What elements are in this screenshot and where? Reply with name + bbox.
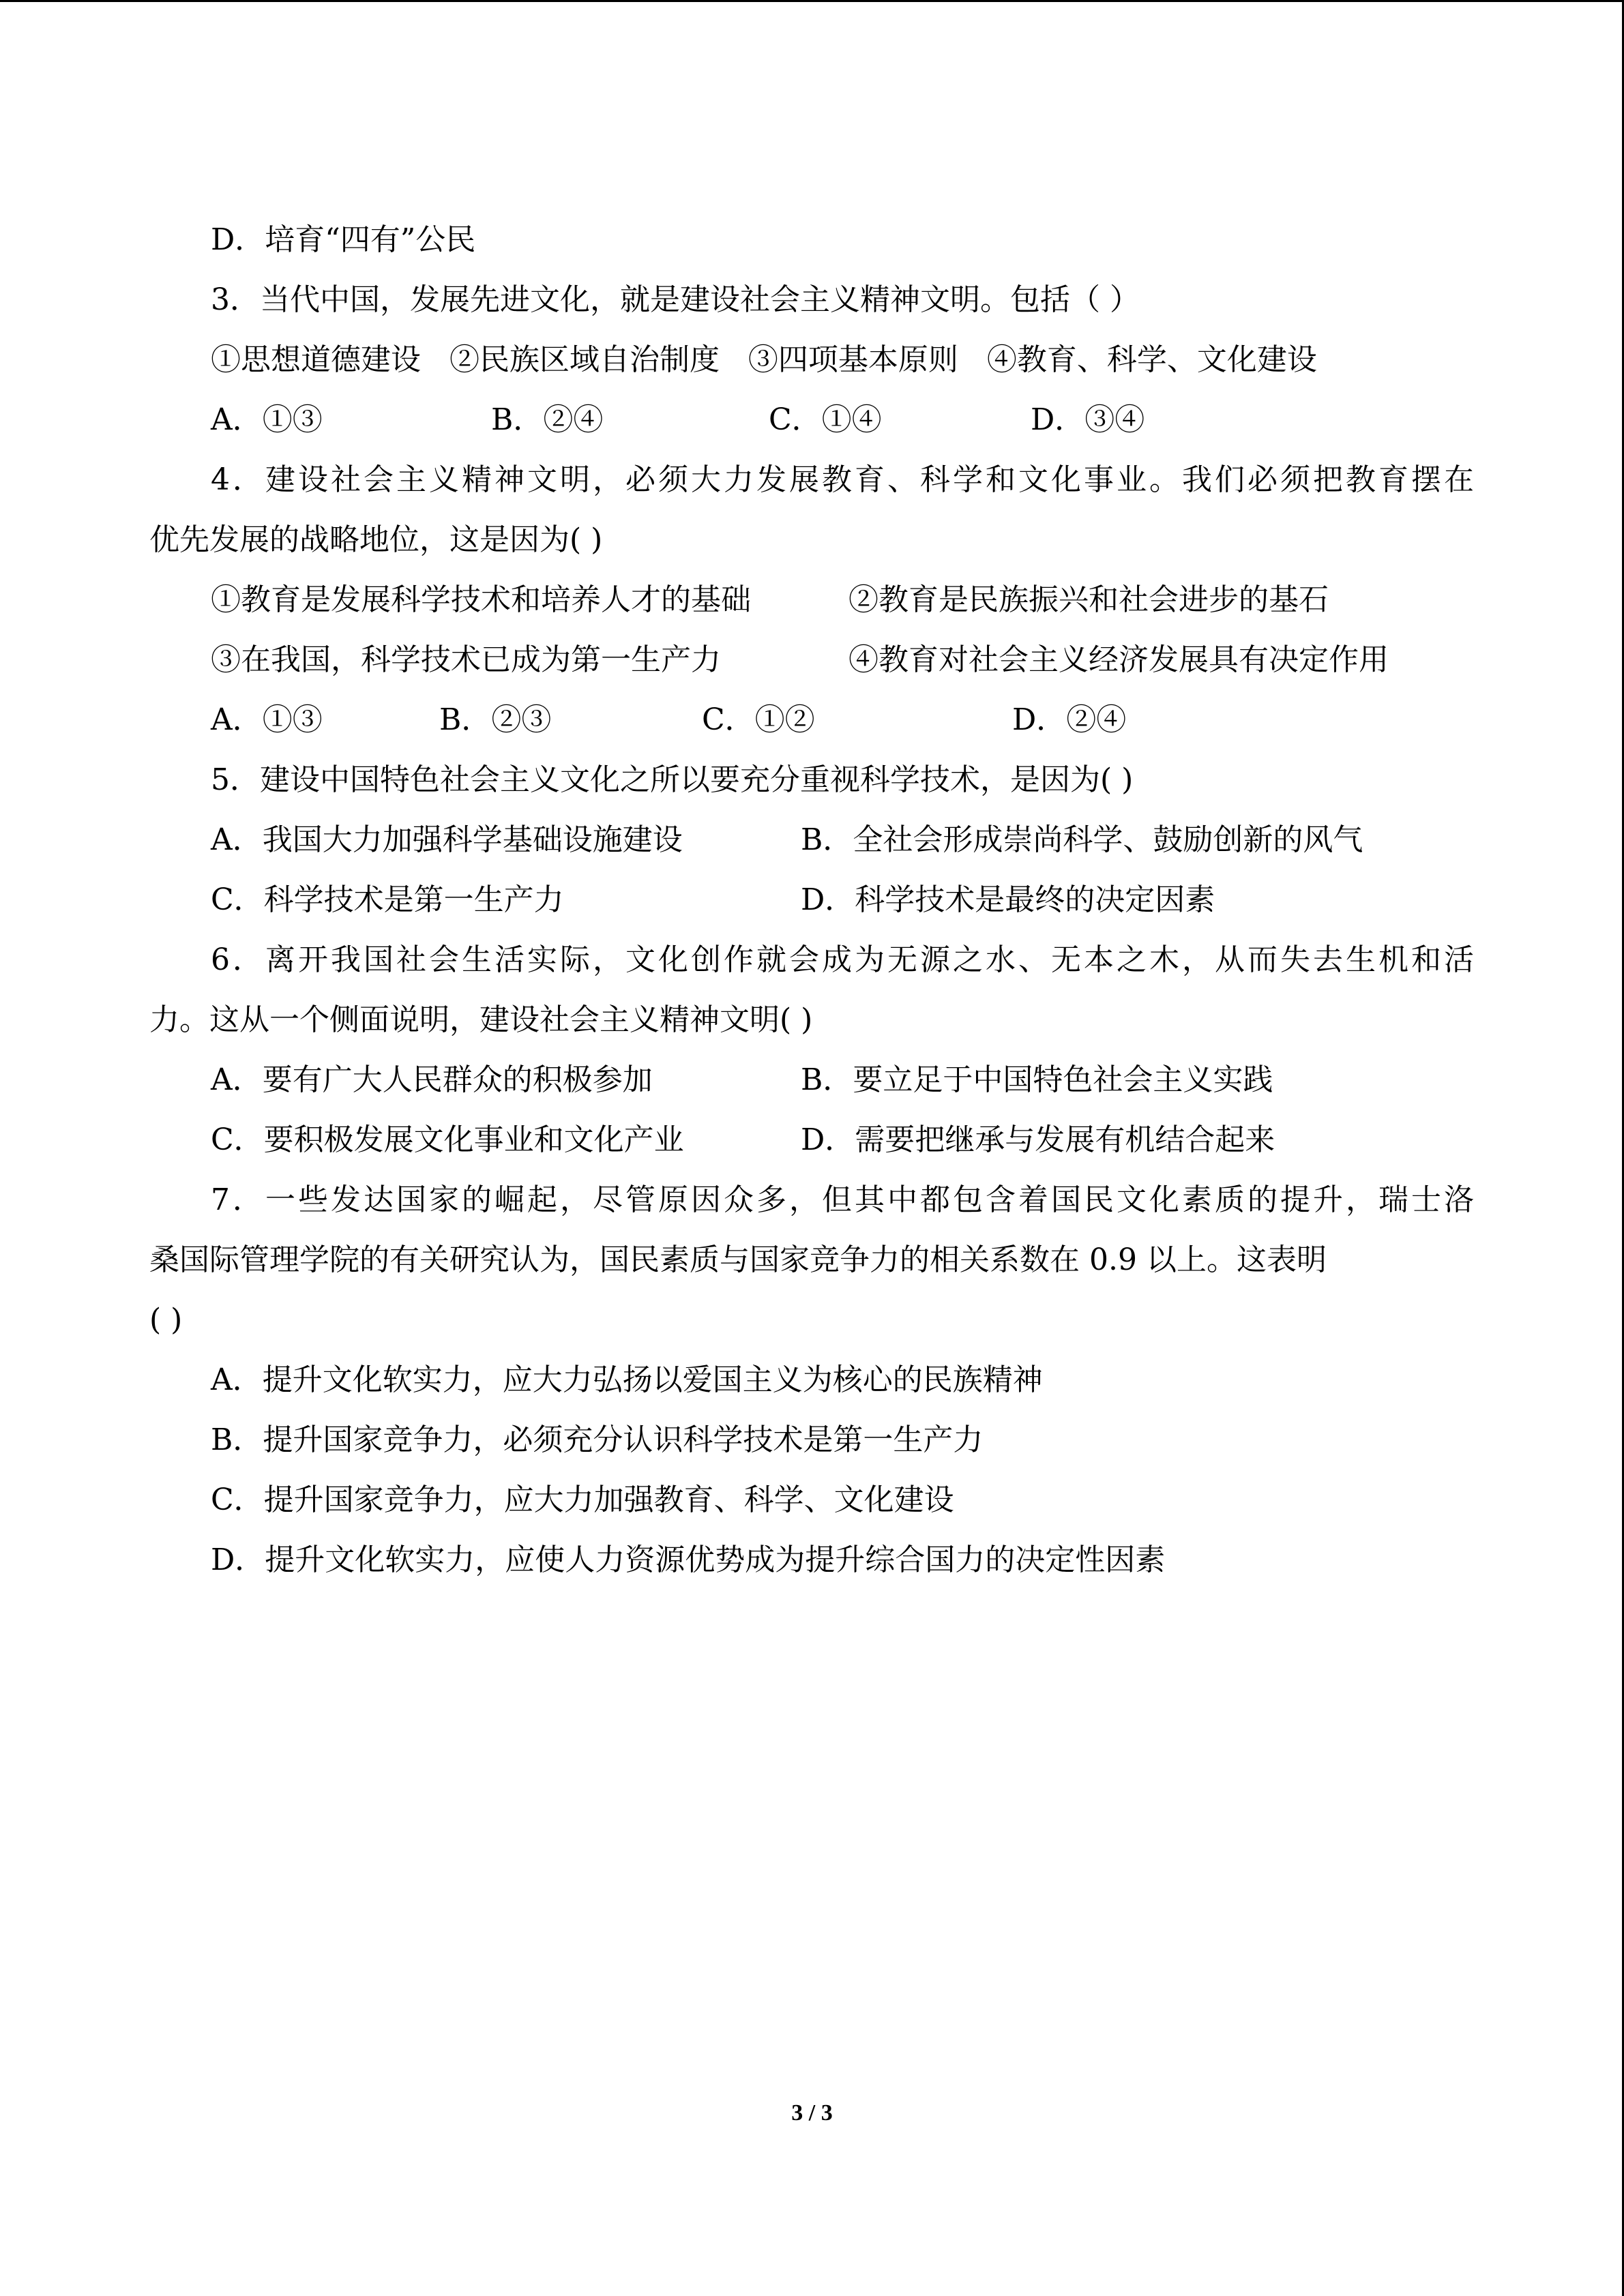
q4-options <box>149 690 1474 750</box>
q3-options <box>149 390 1474 450</box>
q5-option-d: D．科学技术是最终的决定因素 <box>801 882 1215 917</box>
q7-option-c: C．提升国家竞争力，应大力加强教育、科学、文化建设 <box>211 1482 954 1517</box>
q4-item-3: ③在我国，科学技术已成为第一生产力 <box>211 642 721 677</box>
q3-stem: 3．当代中国，发展先进文化，就是建设社会主义精神文明。包括（ ） <box>211 282 1140 317</box>
q4-option-b: B．②③ <box>439 702 552 737</box>
q5-options-row2 <box>149 870 1474 930</box>
q3-option-b: B．②④ <box>491 402 604 437</box>
q6-stem-line2: 力。这从一个侧面说明，建设社会主义精神文明( ) <box>149 1002 813 1037</box>
q5-option-a: A．我国大力加强科学基础设施建设 <box>211 822 683 857</box>
q4-option-a: A．①③ <box>211 702 323 737</box>
q4-option-c: C．①② <box>702 702 815 737</box>
q4-items-row1 <box>149 570 1474 630</box>
q6-options-row1 <box>149 1050 1474 1110</box>
q4-stem-line1: 4．建设社会主义精神文明，必须大力发展教育、科学和文化事业。我们必须把教育摆在 <box>211 462 1474 497</box>
q3-option-d: D．③④ <box>1031 402 1145 437</box>
q5-options-row1 <box>149 810 1474 870</box>
q5-option-c: C．科学技术是第一生产力 <box>211 882 564 917</box>
q6-stem-line1: 6．离开我国社会生活实际，文化创作就会成为无源之水、无本之木，从而失去生机和活 <box>211 942 1474 977</box>
q7-stem-line1: 7．一些发达国家的崛起，尽管原因众多，但其中都包含着国民文化素质的提升，瑞士洛 <box>211 1182 1474 1217</box>
q7-option-d: D．提升文化软实力，应使人力资源优势成为提升综合国力的决定性因素 <box>211 1542 1166 1577</box>
q4-item-1: ①教育是发展科学技术和培养人才的基础 <box>211 582 751 617</box>
page-number: 3 / 3 <box>791 2100 833 2126</box>
q4-items-row2 <box>149 630 1474 690</box>
q5-stem: 5．建设中国特色社会主义文化之所以要充分重视科学技术，是因为( ) <box>211 762 1134 797</box>
q6-option-a: A．要有广大人民群众的积极参加 <box>211 1062 653 1097</box>
q5-option-b: B．全社会形成崇尚科学、鼓励创新的风气 <box>801 822 1363 857</box>
q7-stem-line2: 桑国际管理学院的有关研究认为，国民素质与国家竞争力的相关系数在 0.9 以上。这表明 <box>149 1242 1327 1277</box>
q3-items: ①思想道德建设 ②民族区域自治制度 ③四项基本原则 ④教育、科学、文化建设 <box>211 342 1317 377</box>
q4-item-4: ④教育对社会主义经济发展具有决定作用 <box>848 642 1389 677</box>
q7-stem-line3: ( ) <box>149 1302 183 1337</box>
document-body <box>149 210 1474 1590</box>
q3-option-c: C．①④ <box>769 402 882 437</box>
q4-option-d: D．②④ <box>1012 702 1127 737</box>
q2-option-d: D．培育“四有”公民 <box>211 222 476 257</box>
page-border-top <box>0 0 1624 2</box>
q6-options-row2 <box>149 1110 1474 1170</box>
q4-stem-line2: 优先发展的战略地位，这是因为( ) <box>149 522 603 557</box>
q6-option-d: D．需要把继承与发展有机结合起来 <box>801 1122 1275 1157</box>
q6-option-c: C．要积极发展文化事业和文化产业 <box>211 1122 684 1157</box>
q7-option-b: B．提升国家竞争力，必须充分认识科学技术是第一生产力 <box>211 1422 984 1457</box>
q4-item-2: ②教育是民族振兴和社会进步的基石 <box>848 582 1329 617</box>
q3-option-a: A．①③ <box>211 402 323 437</box>
q7-option-a: A．提升文化软实力，应大力弘扬以爱国主义为核心的民族精神 <box>211 1362 1043 1397</box>
q6-option-b: B．要立足于中国特色社会主义实践 <box>801 1062 1273 1097</box>
